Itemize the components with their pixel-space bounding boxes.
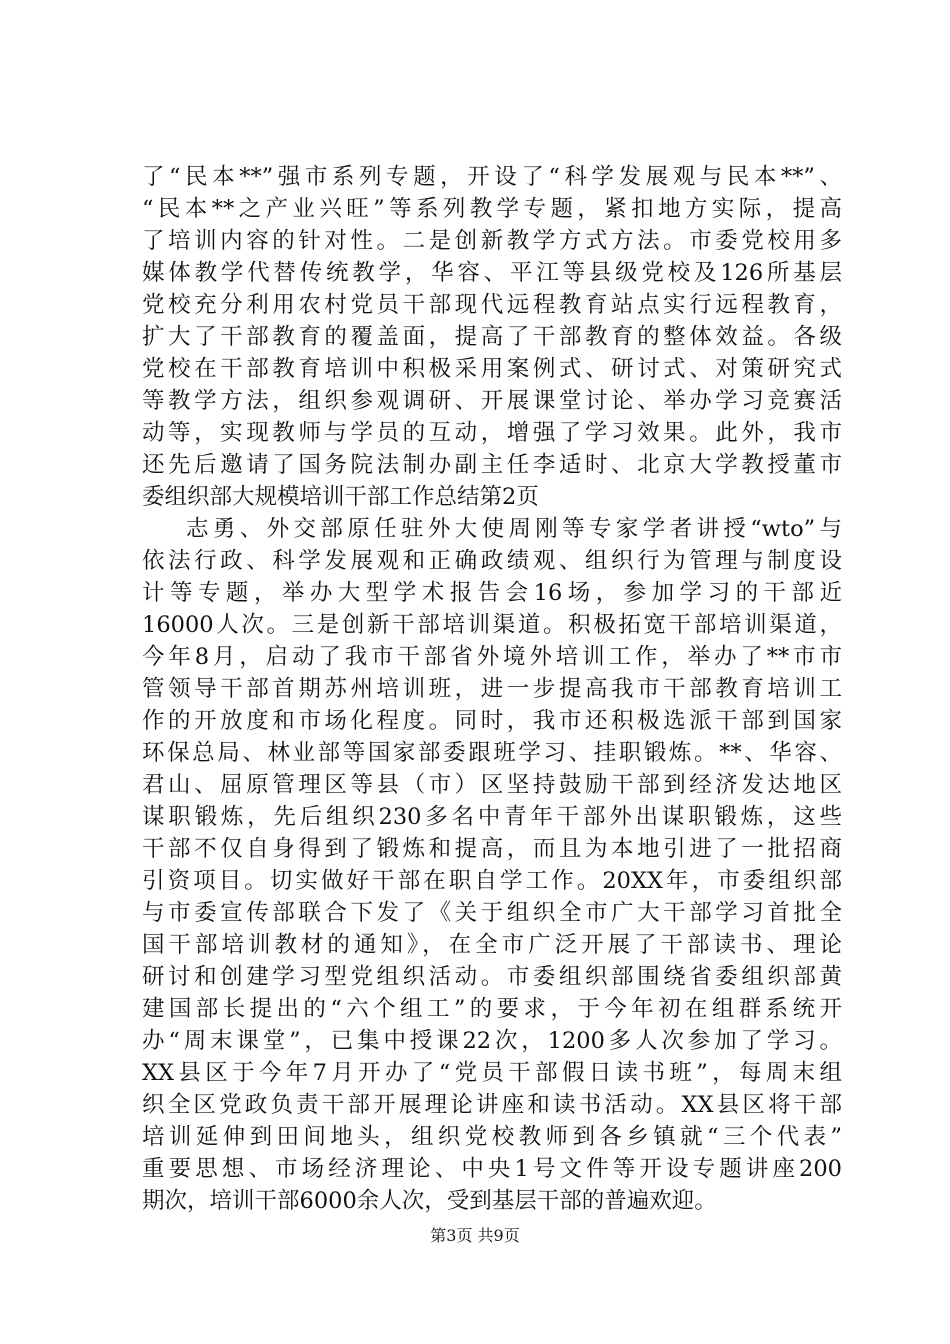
text-line: 培训延伸到田间地头，组织党校教师到各乡镇就“三个代表”	[142, 1124, 842, 1150]
text-line: 党校在干部教育培训中积极采用案例式、研讨式、对策研究式	[142, 356, 842, 382]
text-line: 期次，培训干部6000余人次，受到基层干部的普遍欢迎。	[142, 1188, 717, 1214]
document-body	[142, 161, 842, 1217]
text-line: 还先后邀请了国务院法制办副主任李适时、北京大学教授董市	[142, 452, 842, 478]
text-line: 16000人次。三是创新干部培训渠道。积极拓宽干部培训渠道，	[142, 612, 842, 638]
text-line: “民本**之产业兴旺”等系列教学专题，紧扣地方实际，提高	[142, 196, 842, 222]
text-line: 建国部长提出的“六个组工”的要求，于今年初在组群系统开	[142, 996, 842, 1022]
page-footer: 第3页 共9页	[430, 1226, 520, 1245]
text-line: 环保总局、林业部等国家部委跟班学习、挂职锻炼。**、华容、	[142, 740, 842, 766]
text-line: 管领导干部首期苏州培训班，进一步提高我市干部教育培训工	[142, 676, 842, 702]
text-line: 志勇、外交部原任驻外大使周刚等专家学者讲授“wto”与	[186, 516, 842, 542]
text-line: 织全区党政负责干部开展理论讲座和读书活动。XX县区将干部	[142, 1092, 842, 1118]
text-line: 了培训内容的针对性。二是创新教学方式方法。市委党校用多	[142, 228, 842, 254]
text-line: 委组织部大规模培训干部工作总结第2页	[142, 484, 539, 510]
text-line: 办“周末课堂”，已集中授课22次，1200多人次参加了学习。	[142, 1028, 842, 1054]
text-line: 与市委宣传部联合下发了《关于组织全市广大干部学习首批全	[142, 900, 842, 926]
text-line: 动等，实现教师与学员的互动，增强了学习效果。此外，我市	[142, 420, 842, 446]
text-line: 重要思想、市场经济理论、中央1号文件等开设专题讲座200	[142, 1156, 842, 1182]
text-line: 干部不仅自身得到了锻炼和提高，而且为本地引进了一批招商	[142, 836, 842, 862]
text-line: 国干部培训教材的通知》，在全市广泛开展了干部读书、理论	[142, 932, 842, 958]
text-line: 引资项目。切实做好干部在职自学工作。20XX年，市委组织部	[142, 868, 842, 894]
text-line: 谋职锻炼，先后组织230多名中青年干部外出谋职锻炼，这些	[142, 804, 842, 830]
text-line: 君山、屈原管理区等县（市）区坚持鼓励干部到经济发达地区	[142, 772, 842, 798]
paragraph	[142, 513, 842, 1217]
text-line: 媒体教学代替传统教学，华容、平江等县级党校及126所基层	[142, 260, 842, 286]
text-line: 今年8月，启动了我市干部省外境外培训工作，举办了**市市	[142, 644, 842, 670]
text-line: 了“民本**”强市系列专题，开设了“科学发展观与民本**”、	[142, 164, 842, 190]
text-line: 扩大了干部教育的覆盖面，提高了干部教育的整体效益。各级	[142, 324, 842, 350]
text-line: 研讨和创建学习型党组织活动。市委组织部围绕省委组织部黄	[142, 964, 842, 990]
paragraph	[142, 161, 842, 513]
text-line: 计等专题，举办大型学术报告会16场，参加学习的干部近	[142, 580, 842, 606]
text-line: XX县区于今年7月开办了“党员干部假日读书班”，每周末组	[142, 1060, 842, 1086]
text-line: 党校充分利用农村党员干部现代远程教育站点实行远程教育，	[142, 292, 842, 318]
text-line: 等教学方法，组织参观调研、开展课堂讨论、举办学习竞赛活	[142, 388, 842, 414]
text-line: 作的开放度和市场化程度。同时，我市还积极选派干部到国家	[142, 708, 842, 734]
text-line: 依法行政、科学发展观和正确政绩观、组织行为管理与制度设	[142, 548, 842, 574]
